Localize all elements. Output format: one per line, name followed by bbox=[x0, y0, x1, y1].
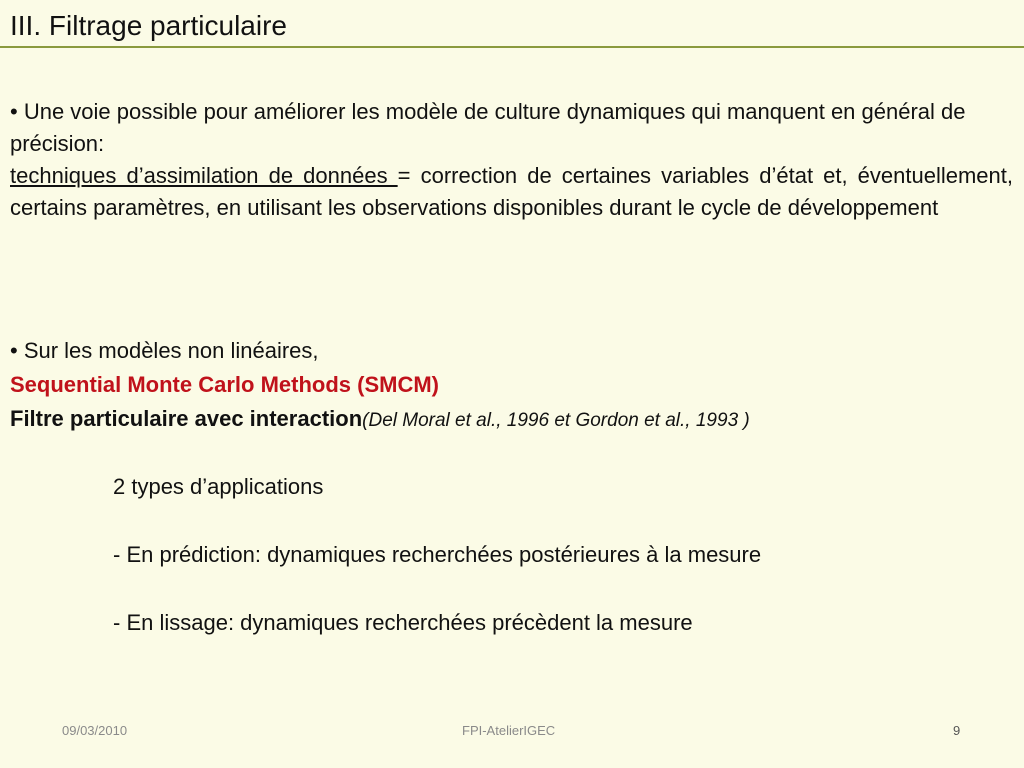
slide-title: III. Filtrage particulaire bbox=[10, 10, 287, 41]
bullet-assimilation-intro: • Une voie possible pour améliorer les modèle de culture dynamiques qui manquent en général de précision: bbox=[10, 99, 966, 156]
application-prediction: - En prédiction: dynamiques recherchées postérieures à la mesure bbox=[113, 542, 762, 567]
smcm-heading: Sequential Monte Carlo Methods (SMCM) bbox=[10, 372, 439, 397]
assimilation-term: techniques d’assimilation de données bbox=[10, 163, 398, 188]
bullet-assimilation-definition bbox=[10, 160, 1013, 224]
footer-page-number: 9 bbox=[953, 723, 961, 738]
footer-center: FPI-AtelierIGEC bbox=[462, 723, 556, 738]
bullet-assimilation bbox=[10, 96, 1013, 224]
title-divider bbox=[0, 46, 1024, 48]
filtre-line bbox=[10, 402, 1013, 438]
assimilation-definition-text: = correction de certaines variables d’état et, éventuellement, certains paramètres, en utilisant les observations disponibles durant le cycle de développement bbox=[10, 163, 1013, 220]
nonlinear-intro: • Sur les modèles non linéaires, bbox=[10, 338, 319, 363]
filtre-heading: Filtre particulaire avec interaction bbox=[10, 406, 363, 431]
application-lissage: - En lissage: dynamiques recherchées précèdent la mesure bbox=[113, 610, 693, 635]
filtre-reference: (Del Moral et al., 1996 et Gordon et al., 1993 ) bbox=[362, 410, 750, 431]
applications-list bbox=[113, 470, 913, 640]
bullet-nonlinear bbox=[10, 334, 1013, 438]
footer-date: 09/03/2010 bbox=[62, 723, 128, 738]
applications-heading: 2 types d’applications bbox=[113, 474, 324, 499]
